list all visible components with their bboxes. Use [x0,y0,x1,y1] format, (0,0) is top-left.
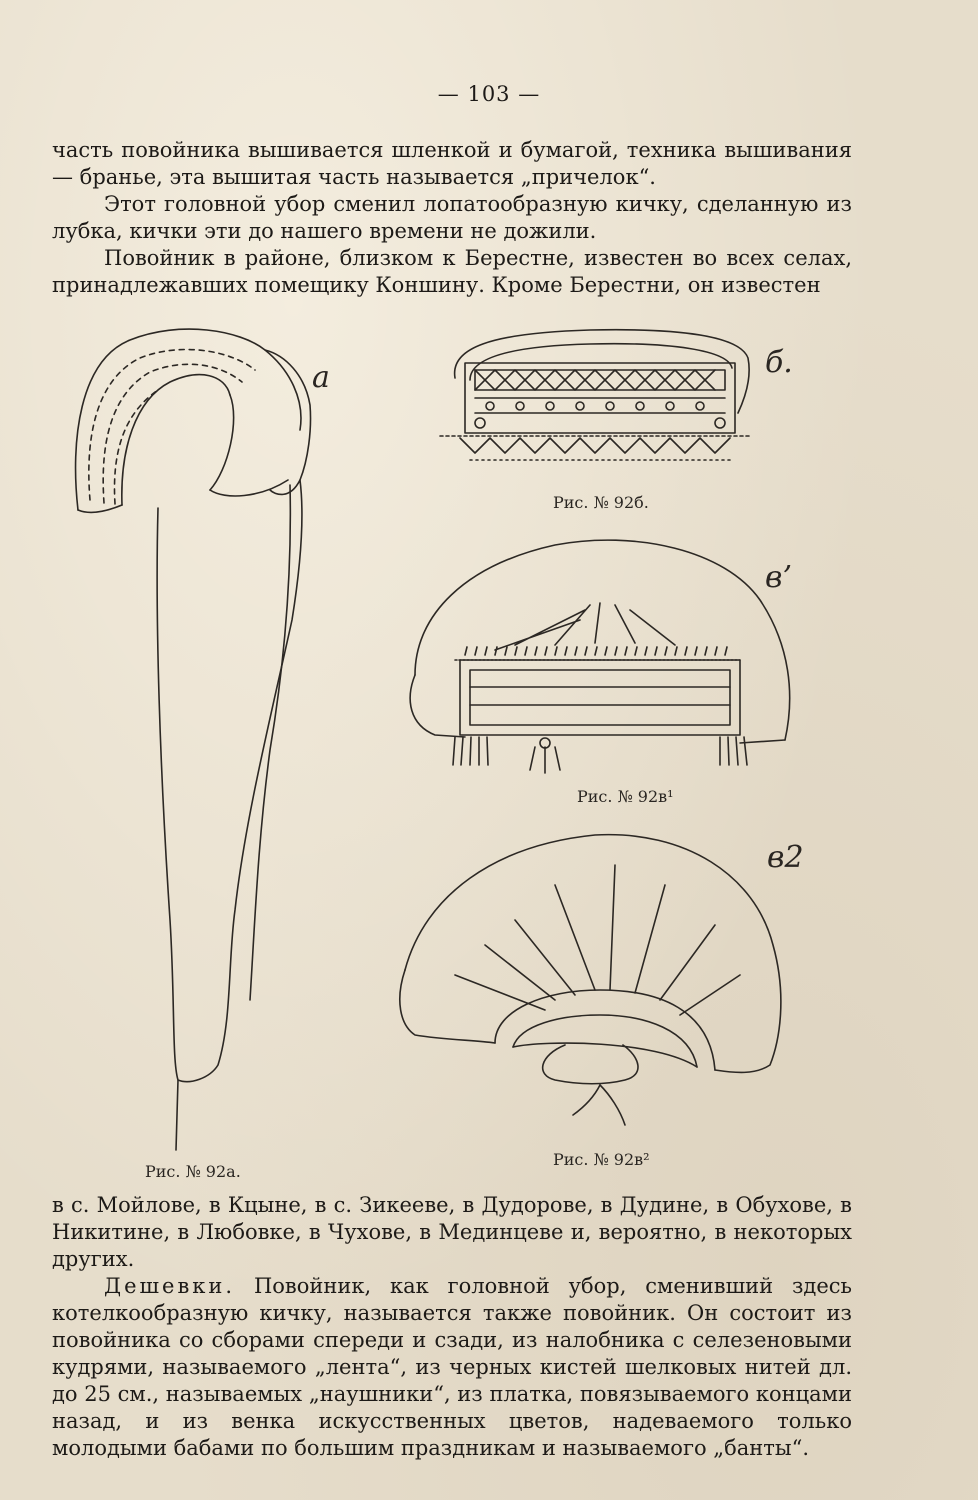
figure-92a-drawing [60,320,340,1160]
bottom-paragraph-2-body: Повойник, как головной убор, сменивший здесь котелкообразную кичку, называется также повойник. Он состоит из повойника со сборами спереди и сзади, из налобника с селезеновыми кудрями, называемого „лента“, из черных кистей шелковых нитей дл. до 25 см., называемых „наушники“, из платка, повязываемого концами назад, и из венка искусственных цветов, надеваемого только молодыми бабами по большим праздникам и называемого „банты“. [52,1274,852,1460]
figure-92b-caption: Рис. № 92б. [553,493,649,512]
figure-92b-label: б. [765,345,793,380]
bottom-text [52,1192,852,1462]
top-text [52,137,852,299]
bottom-paragraph-2 [52,1273,852,1462]
figure-92v1-drawing [395,525,805,780]
section-lead-dieshevki: Дешевки. [104,1274,236,1298]
figure-92v2-caption: Рис. № 92в² [553,1150,650,1169]
top-paragraph-1: часть повойника вышивается шленкой и бумагой, техника вышивания — бранье, эта вышитая часть называется „причелок“. [52,138,852,189]
top-paragraph-2: Этот головной убор сменил лопатообразную кичку, сделанную из лубка, кички эти до нашего времени не дожили. [52,192,852,243]
figure-92v2-label: в2 [767,840,804,875]
figure-92b-drawing [430,318,760,478]
figure-92v2-drawing [395,825,805,1145]
figure-92v1-label: в’ [765,560,792,595]
page-number: — 103 — [437,82,541,106]
figure-92a-label: а [312,360,330,395]
top-paragraph-3: Повойник в районе, близком к Берестне, известен во всех селах, принадлежавших помещику Коншину. Кроме Берестни, он известен [52,246,852,297]
figure-92a-caption: Рис. № 92а. [145,1162,241,1181]
figure-92v1-caption: Рис. № 92в¹ [577,787,674,806]
bottom-paragraph-1: в с. Мойлове, в Кцыне, в с. Зикееве, в Дудорове, в Дудине, в Обухове, в Никитине, в Любовке, в Чухове, в Мединцеве и, вероятно, в некоторых других. [52,1193,852,1271]
